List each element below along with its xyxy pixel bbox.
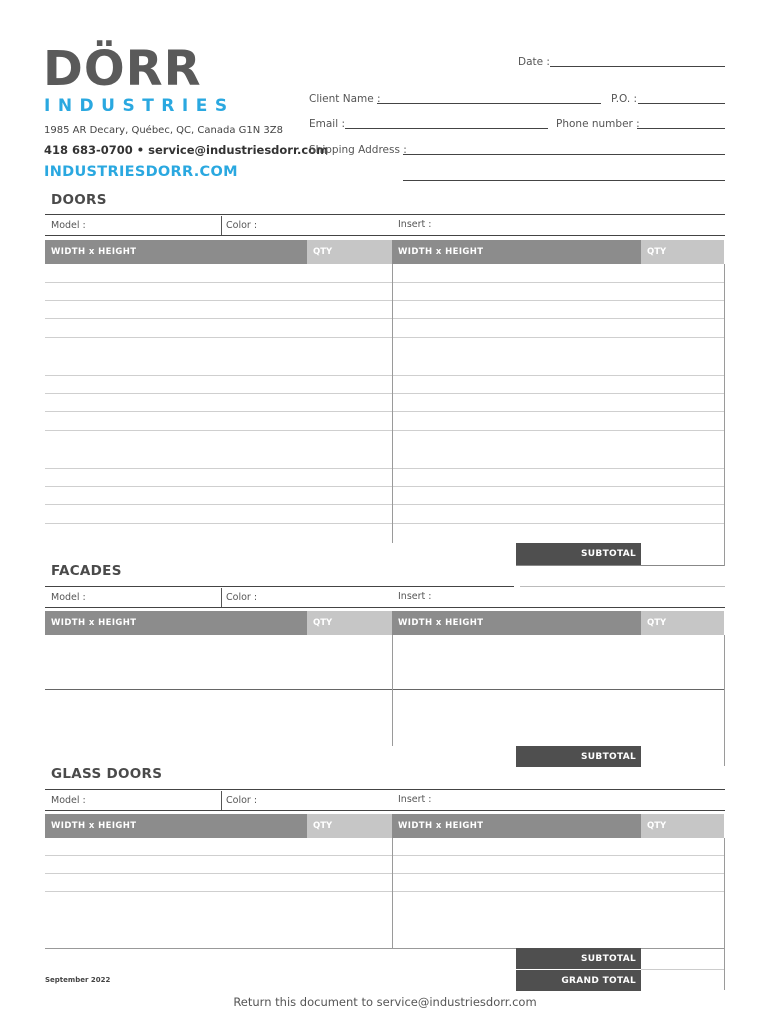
facades-center-divider: [392, 635, 393, 746]
doors-col-wh-right: WIDTH x HEIGHT: [392, 240, 641, 264]
glass-doors-color-label: Color :: [226, 795, 258, 806]
glass-doors-subtotal-label: SUBTOTAL: [516, 948, 641, 969]
phone-number-field[interactable]: [637, 128, 725, 129]
glass-doors-col-wh-right: WIDTH x HEIGHT: [392, 814, 641, 838]
entry-row-line: [45, 523, 724, 524]
facades-title: FACADES: [51, 563, 122, 579]
entry-row-line: [45, 411, 724, 412]
facades-right-border: [724, 635, 725, 766]
return-instructions: Return this document to service@industriesdorr.com: [233, 995, 537, 1009]
entry-row-line: [45, 486, 724, 487]
doors-col-qty-left: QTY: [307, 240, 392, 264]
doors-insert-label: Insert :: [398, 219, 432, 230]
doors-top-rule: [45, 214, 725, 215]
shipping-address-field-2[interactable]: [403, 180, 725, 181]
entry-row-line: [45, 393, 724, 394]
client-name-label: Client Name :: [309, 93, 381, 105]
company-logo: DÖRR: [43, 41, 202, 97]
facades-col-wh-right: WIDTH x HEIGHT: [392, 611, 641, 635]
po-label: P.O. :: [611, 93, 638, 105]
company-address: 1985 AR Decary, Québec, QC, Canada G1N 3Z8: [44, 125, 283, 136]
doors-subtotal-label: SUBTOTAL: [516, 543, 641, 565]
entry-row-line: [45, 282, 724, 283]
glass-doors-model-label: Model :: [51, 795, 86, 806]
glass-doors-right-border: [724, 838, 725, 990]
glass-doors-col-wh-left: WIDTH x HEIGHT: [45, 814, 307, 838]
facades-divider: [221, 588, 222, 607]
entry-row-line: [45, 468, 724, 469]
company-website: INDUSTRIESDORR.COM: [44, 164, 238, 180]
glass-doors-title: GLASS DOORS: [51, 766, 163, 782]
entry-row-line: [45, 891, 724, 892]
facades-top-rule: [45, 586, 514, 587]
facades-col-qty-right: QTY: [641, 611, 724, 635]
email-label: Email :: [309, 118, 346, 130]
glass-doors-top-rule: [45, 789, 725, 790]
glass-doors-mci-rule: [45, 810, 725, 811]
doors-right-border: [724, 264, 725, 566]
entry-row-line: [45, 300, 724, 301]
glass-doors-col-qty-left: QTY: [307, 814, 392, 838]
entry-row-line: [45, 375, 724, 376]
doors-col-wh-left: WIDTH x HEIGHT: [45, 240, 307, 264]
entry-row-line: [45, 337, 724, 338]
entry-row-line: [45, 504, 724, 505]
facades-col-qty-left: QTY: [307, 611, 392, 635]
entry-row-line: [45, 855, 724, 856]
doors-mci-rule: [45, 235, 725, 236]
date-label: Date :: [518, 56, 550, 68]
po-field[interactable]: [638, 103, 725, 104]
facades-model-label: Model :: [51, 592, 86, 603]
facades-top-rule-right: [520, 586, 725, 587]
date-field[interactable]: [550, 66, 725, 67]
doors-center-divider: [392, 264, 393, 543]
entry-row-line: [45, 318, 724, 319]
doors-title: DOORS: [51, 192, 107, 208]
entry-row-line: [45, 430, 724, 431]
glass-doors-divider: [221, 791, 222, 810]
grand-total-label: GRAND TOTAL: [516, 970, 641, 991]
company-contact: 418 683-0700 • service@industriesdorr.com: [44, 143, 329, 157]
doors-divider: [221, 216, 222, 235]
glass-doors-center-divider: [392, 838, 393, 948]
doors-col-qty-right: QTY: [641, 240, 724, 264]
shipping-address-field[interactable]: [403, 154, 725, 155]
glass-doors-col-qty-right: QTY: [641, 814, 724, 838]
facades-row-line: [45, 689, 724, 690]
facades-col-wh-left: WIDTH x HEIGHT: [45, 611, 307, 635]
doors-model-label: Model :: [51, 220, 86, 231]
client-name-field[interactable]: [377, 103, 601, 104]
company-logo-subtitle: INDUSTRIES: [44, 96, 235, 116]
phone-number-label: Phone number :: [556, 118, 640, 130]
facades-subtotal-label: SUBTOTAL: [516, 746, 641, 767]
facades-insert-label: Insert :: [398, 591, 432, 602]
facades-mci-rule: [45, 607, 725, 608]
doors-color-label: Color :: [226, 220, 258, 231]
entry-row-line: [45, 873, 724, 874]
facades-color-label: Color :: [226, 592, 258, 603]
email-field[interactable]: [345, 128, 548, 129]
footer-date: September 2022: [45, 976, 111, 984]
doors-subtotal-underline: [516, 565, 724, 566]
shipping-address-label: Shipping Address :: [309, 144, 407, 156]
glass-doors-subtotal-cell-line: [641, 969, 724, 970]
glass-doors-insert-label: Insert :: [398, 794, 432, 805]
